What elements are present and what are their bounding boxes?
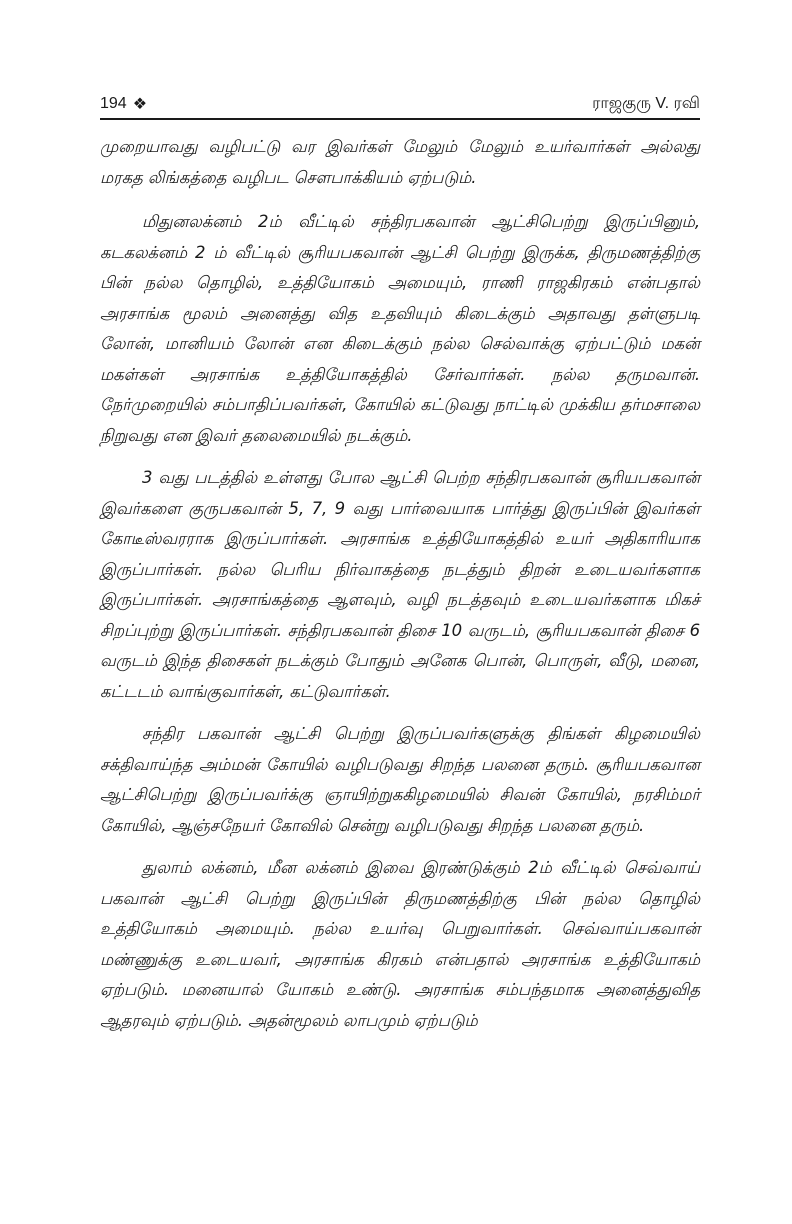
running-title: ராஜகுரு V. ரவி — [592, 95, 700, 112]
book-page — [100, 80, 700, 1048]
page-body — [100, 132, 700, 1036]
ornament-icon: ❖ — [132, 96, 148, 113]
page-header — [100, 80, 700, 120]
page-number: 194 — [100, 95, 127, 112]
header-left — [100, 94, 147, 114]
paragraph-1: முறையாவது வழிபட்டு வர இவர்கள் மேலும் மேலும் உயர்வார்கள் அல்லது மரகத லிங்கத்தை வழிபட சௌபாக்கியம் ஏற்படும். — [100, 137, 700, 187]
paragraph-4: சந்திர பகவான் ஆட்சி பெற்று இருப்பவர்களுக்கு திங்கள் கிழமையில் சக்திவாய்ந்த அம்மன் கோயில் வழிபடுவது சிறந்த பலனை தரும். சூரியபகவான ஆட்சிபெற்று இருப்பவர்க்கு ஞாயிற்றுககிழமையில் சிவன் கோயில், நரசிம்மர் கோயில், ஆஞ்சநேயர் கோவில் சென்று வழிபடுவது சிறந்த பலனை தரும். — [100, 724, 700, 835]
paragraph-5: துலாம் லக்னம், மீன லக்னம் இவை இரண்டுக்கும் 2ம் வீட்டில் செவ்வாய் பகவான் ஆட்சி பெற்று இருப்பின் திருமணத்திற்கு பின் நல்ல தொழில் உத்தியோகம் அமையும். நல்ல உயர்வு பெறுவார்கள். செவ்வாய்பகவான் மண்ணுக்கு உடையவர், அரசாங்க கிரகம் என்பதால் அரசாங்க உத்தியோகம் ஏற்படும். மனையால் யோகம் உண்டு. அரசாங்க சம்பந்தமாக அனைத்துவித ஆதரவும் ஏற்படும். அதன்மூலம் லாபமும் ஏற்படும் — [100, 858, 700, 1030]
paragraph-3: 3 வது படத்தில் உள்ளது போல ஆட்சி பெற்ற சந்திரபகவான் சூரியபகவான் இவர்களை குருபகவான் 5, 7, 9 வது பார்வையாக பார்த்து இருப்பின் இவர்கள் கோடீஸ்வரராக இருப்பார்கள். அரசாங்க உத்தியோகத்தில் உயர் அதிகாரியாக இருப்பார்கள். நல்ல பெரிய நிர்வாகத்தை நடத்தும் திறன் உடையவர்களாக இருப்பார்கள். அரசாங்கத்தை ஆளவும், வழி நடத்தவும் உடையவர்களாக மிகச் சிறப்புற்று இருப்பார்கள். சந்திரபகவான் திசை 10 வருடம், சூரியபகவான் திசை 6 வருடம் இந்த திசைகள் நடக்கும் போதும் அனேக பொன், பொருள், வீடு, மனை, கட்டடம் வாங்குவார்கள், கட்டுவார்கள். — [100, 468, 700, 701]
paragraph-2: மிதுனலக்னம் 2ம் வீட்டில் சந்திரபகவான் ஆட்சிபெற்று இருப்பினும், கடகலக்னம் 2 ம் வீட்டில் சூரியபகவான் ஆட்சி பெற்று இருக்க, திருமணத்திற்கு பின் நல்ல தொழில், உத்தியோகம் அமையும், ராணி ராஜகிரகம் என்பதால் அரசாங்க மூலம் அனைத்து வித உதவியும் கிடைக்கும் அதாவது தள்ளுபடி லோன், மானியம் லோன் என கிடைக்கும் நல்ல செல்வாக்கு ஏற்பட்டும் மகன் மகள்கள் அரசாங்க உத்தியோகத்தில் சேர்வார்கள். நல்ல தருமவான். நேர்முறையில் சம்பாதிப்பவர்கள், கோயில் கட்டுவது நாட்டில் முக்கிய தர்மசாலை நிறுவது என இவர் தலைமையில் நடக்கும். — [100, 212, 700, 445]
